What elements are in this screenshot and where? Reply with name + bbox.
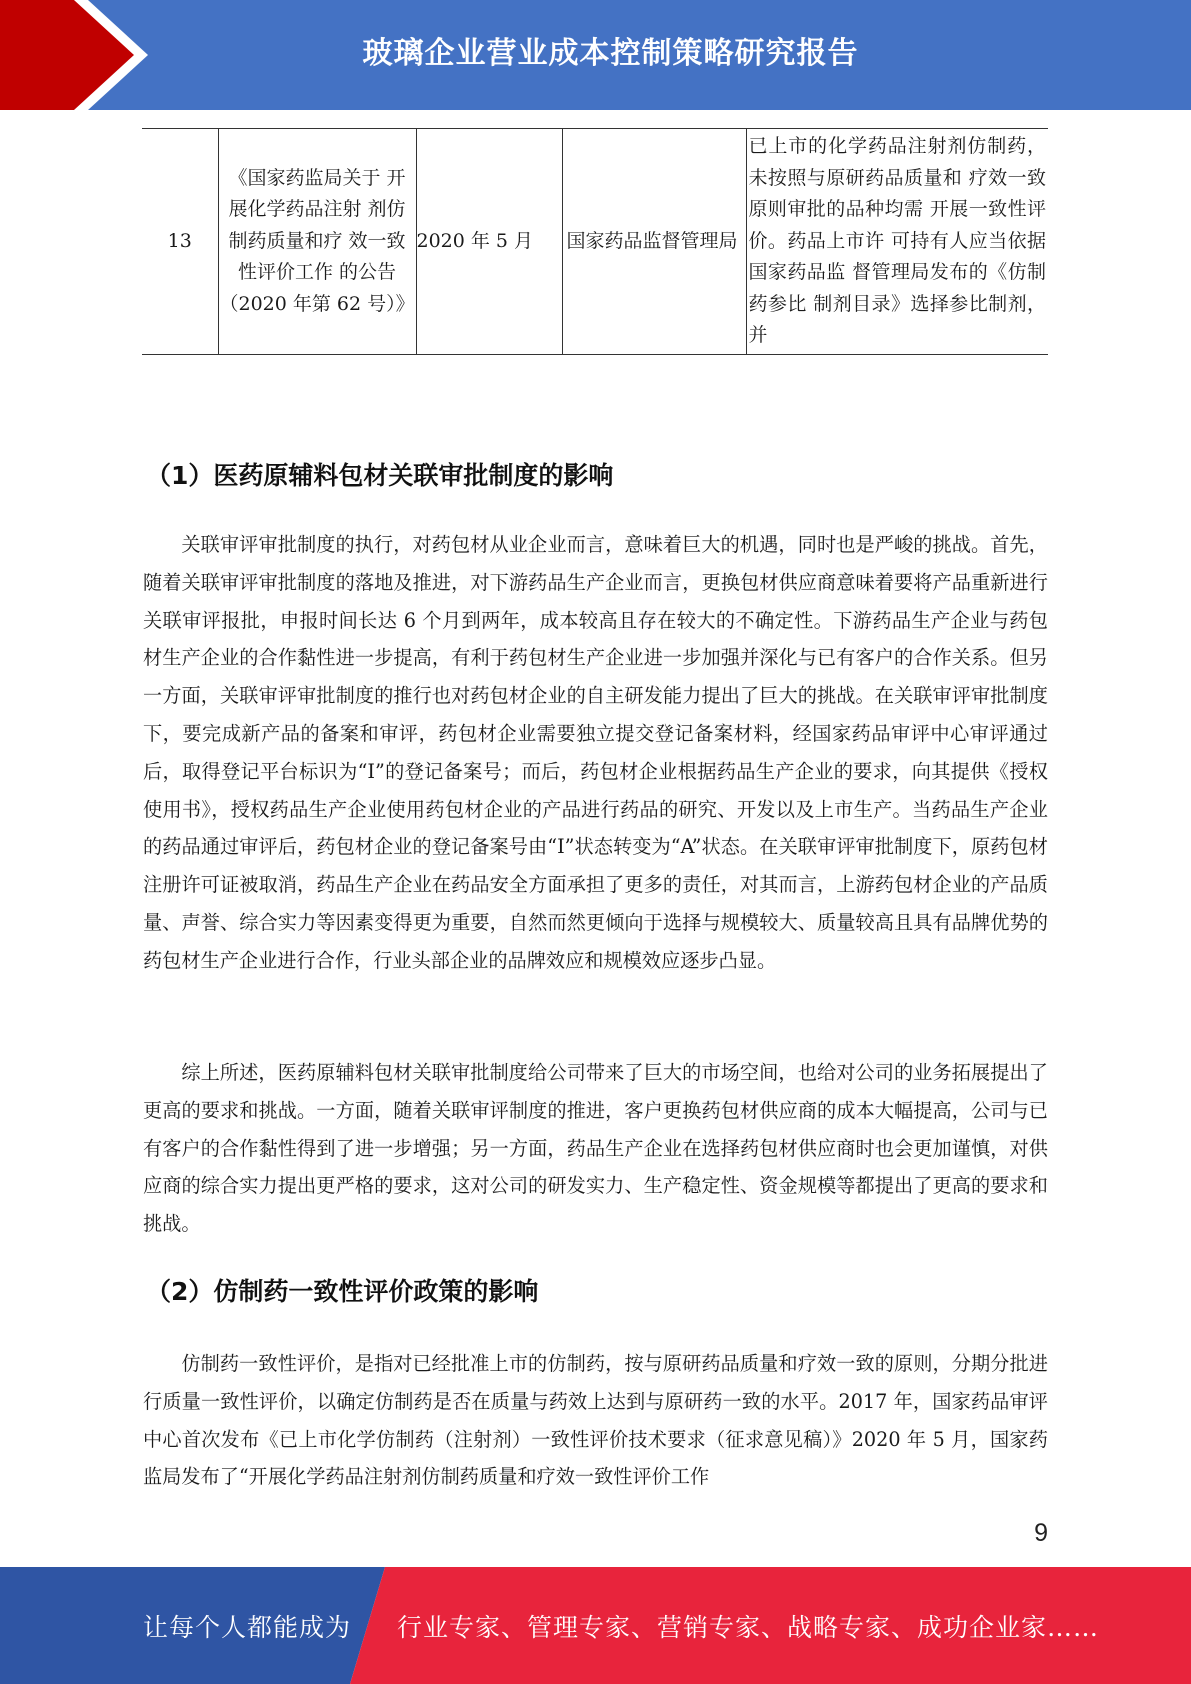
footer-slogan-right: 行业专家、管理专家、营销专家、战略专家、成功企业家…… (397, 1613, 1100, 1642)
report-title: 玻璃企业营业成本控制策略研究报告 (362, 36, 859, 71)
policy-date: 2020 年 5 月 (416, 129, 562, 355)
section-heading-2: （2）仿制药一致性评价政策的影响 (146, 1277, 539, 1306)
policy-name: 《国家药监局关于 开展化学药品注射 剂仿制药质量和疗 效一致性评价工作 的公告（2020 年第 62 号）》 (218, 129, 416, 355)
paragraph: 综上所述，医药原辅料包材关联审批制度给公司带来了巨大的市场空间，也给对公司的业务拓展提出了更高的要求和挑战。一方面，随着关联审评制度的推进，客户更换药包材供应商的成本大幅提高，公司与已有客户的合作黏性得到了进一步增强；另一方面，药品生产企业在选择药包材供应商时也会更加谨慎，对供应商的综合实力提出更严格的要求，这对公司的研发实力、生产稳定性、资金规模等都提出了更高的要求和挑战。 (143, 1061, 1048, 1236)
paragraph: 仿制药一致性评价，是指对已经批准上市的仿制药，按与原研药品质量和疗效一致的原则，分期分批进行质量一致性评价，以确定仿制药是否在质量与药效上达到与原研药一致的水平。2017 年，国家药品审评中心首次发布《已上市化学仿制药（注射剂）一致性评价技术要求（征求意见稿）》2020 年 5 月，国家药监局发布了“开展化学药品注射剂仿制药质量和疗效一致性评价工作 (143, 1352, 1048, 1489)
page-number: 9 (1034, 1519, 1048, 1547)
footer-slogan-left: 让每个人都能成为 (143, 1613, 352, 1642)
page-header (0, 0, 1191, 110)
policy-content: 已上市的化学药品注射剂仿制药，未按照与原研药品质量和 疗效一致原则审批的品种均需 开展一致性评价。药品上市许 可持有人应当依据国家药品监 督管理局发布的《仿制药参比 制剂目录》选择参比制剂，并 (746, 129, 1048, 355)
issuing-department: 国家药品监督管理局 (562, 129, 746, 355)
table-row (142, 129, 1048, 355)
page-footer (0, 1567, 1191, 1684)
row-number: 13 (142, 129, 218, 355)
section-heading-1: （1）医药原辅料包材关联审批制度的影响 (146, 461, 614, 490)
paragraph: 关联审评审批制度的执行，对药包材从业企业而言，意味着巨大的机遇，同时也是严峻的挑战。首先，随着关联审评审批制度的落地及推进，对下游药品生产企业而言，更换包材供应商意味着要将产品重新进行关联审评报批，申报时间长达 6 个月到两年，成本较高且存在较大的不确定性。下游药品生产企业与药包材生产企业的合作黏性进一步提高，有利于药包材生产企业进一步加强并深化与已有客户的合作关系。但另一方面，关联审评审批制度的推行也对药包材企业的自主研发能力提出了巨大的挑战。在关联审评审批制度下，要完成新产品的备案和审评，药包材企业需要独立提交登记备案材料，经国家药品审评中心审评通过后，取得登记平台标识为“I”的登记备案号；而后，药包材企业根据药品生产企业的要求，向其提供《授权使用书》，授权药品生产企业使用药包材企业的产品进行药品的研究、开发以及上市生产。当药品生产企业的药品通过审评后，药包材企业的登记备案号由“I”状态转变为“A”状态。在关联审评审批制度下，原药包材注册许可证被取消，药品生产企业在药品安全方面承担了更多的责任，对其而言，上游药包材企业的产品质量、声誉、综合实力等因素变得更为重要，自然而然更倾向于选择与规模较大、质量较高且具有品牌优势的药包材生产企业进行合作，行业头部企业的品牌效应和规模效应逐步凸显。 (143, 533, 1048, 972)
policy-table (142, 128, 1048, 355)
